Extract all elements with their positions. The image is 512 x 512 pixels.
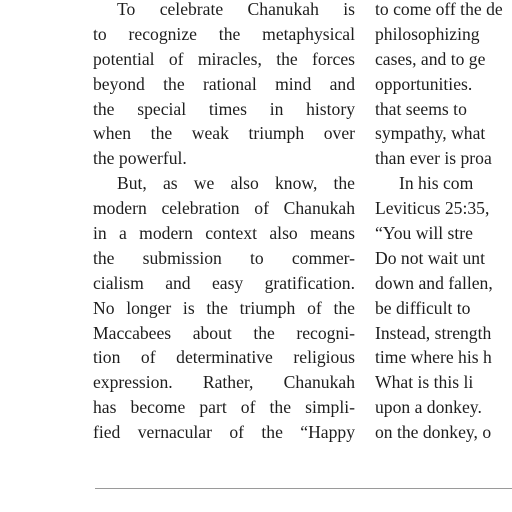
text-line: Instead, strength: [375, 322, 492, 343]
text-line: fied vernacular of the “Happy: [93, 422, 355, 443]
text-line: that seems to: [375, 98, 467, 119]
text-line: Leviticus 25:35,: [375, 198, 490, 219]
text-line: to come off the de: [375, 0, 503, 19]
footer-divider: [95, 488, 512, 489]
left-column: [93, 0, 355, 445]
text-line: opportunities.: [375, 73, 473, 94]
paragraph: [375, 171, 512, 445]
paragraph: [375, 0, 512, 171]
text-line: tion of determinative religious: [93, 347, 355, 368]
text-line: on the donkey, o: [375, 422, 492, 443]
paragraph: [93, 0, 355, 171]
text-line: than ever is proa: [375, 148, 492, 169]
text-line: But, as we also know, the: [117, 173, 355, 194]
text-line: In his com: [399, 173, 474, 194]
text-line: beyond the rational mind and: [93, 73, 355, 94]
text-line: Maccabees about the recogni-: [93, 322, 355, 343]
right-column: [375, 0, 512, 445]
text-line: modern celebration of Chanukah: [93, 198, 355, 219]
text-line: the powerful.: [93, 148, 187, 169]
text-line: in a modern context also means: [93, 223, 355, 244]
text-line: when the weak triumph over: [93, 123, 355, 144]
text-line: the submission to commer-: [93, 247, 355, 268]
text-line: cases, and to ge: [375, 48, 486, 69]
text-line: What is this li: [375, 372, 474, 393]
text-line: to recognize the metaphysical: [93, 23, 355, 44]
text-line: sympathy, what: [375, 123, 486, 144]
text-line: No longer is the triumph of the: [93, 297, 355, 318]
text-line: be difficult to: [375, 297, 471, 318]
text-line: Do not wait unt: [375, 247, 485, 268]
text-line: To celebrate Chanukah is: [117, 0, 355, 19]
text-line: cialism and easy gratification.: [93, 272, 355, 293]
text-line: the special times in history: [93, 98, 355, 119]
text-line: expression. Rather, Chanukah: [93, 372, 355, 393]
text-line: “You will stre: [375, 223, 473, 244]
text-line: down and fallen,: [375, 272, 493, 293]
text-line: upon a donkey.: [375, 397, 482, 418]
text-line: has become part of the simpli-: [93, 397, 355, 418]
paragraph: [93, 171, 355, 445]
text-line: potential of miracles, the forces: [93, 48, 355, 69]
text-line: philosophizing: [375, 23, 480, 44]
text-line: time where his h: [375, 347, 492, 368]
